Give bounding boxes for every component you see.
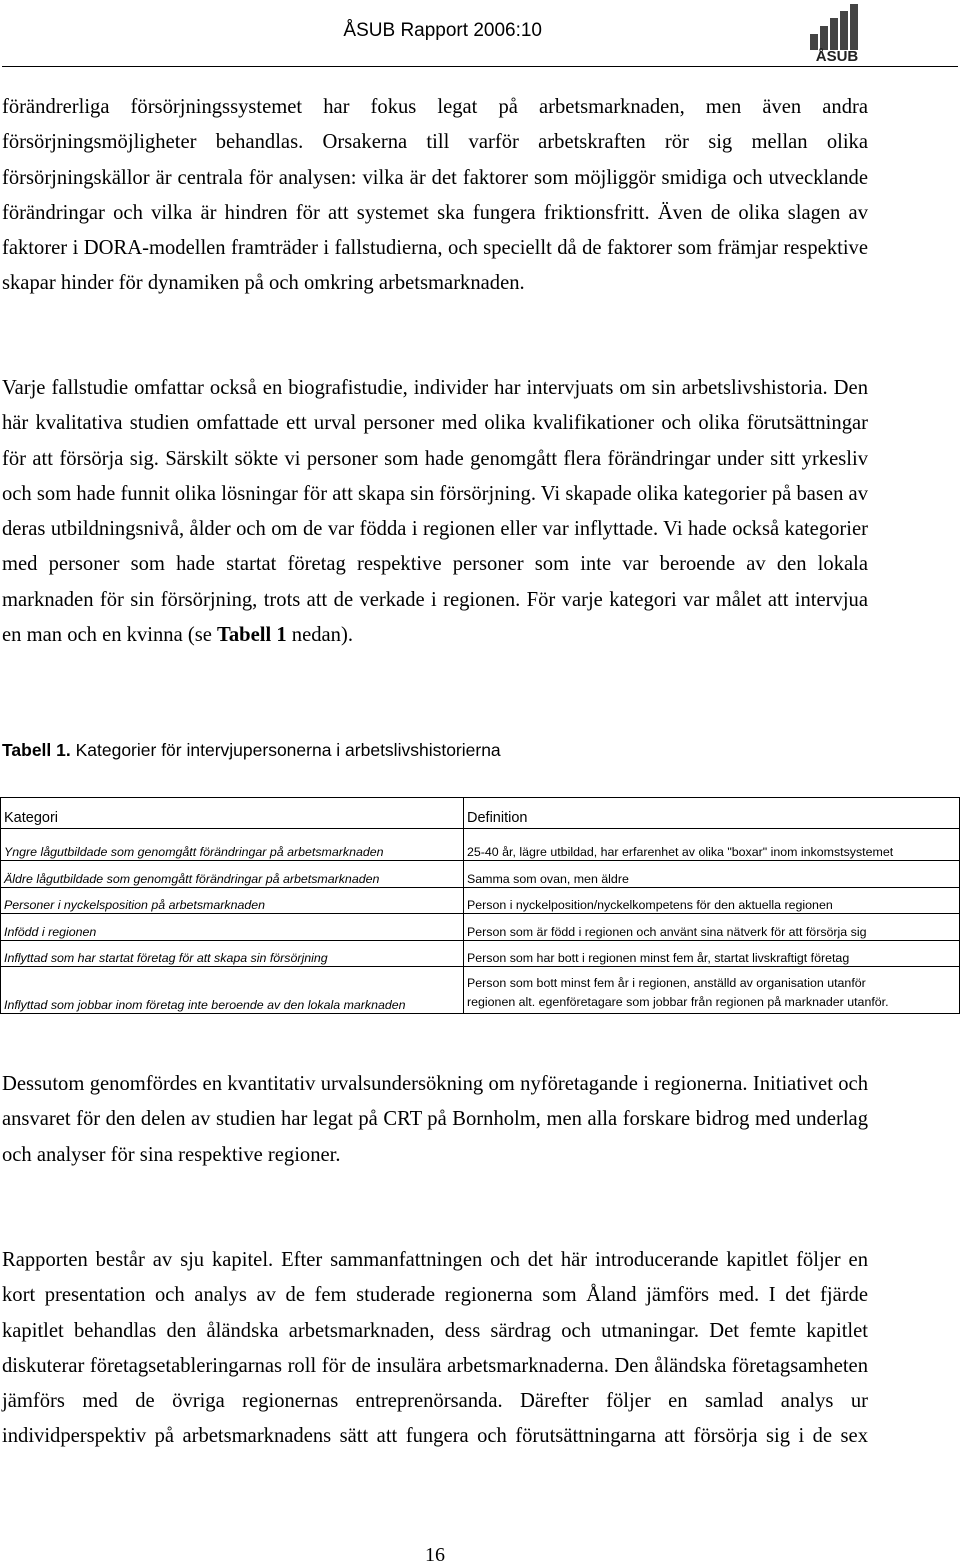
- category-cell: Personer i nyckelsposition på arbetsmarknaden: [1, 887, 464, 914]
- table-row: [1, 940, 960, 967]
- table-row: [1, 887, 960, 914]
- column-header-definition: Definition: [464, 798, 960, 829]
- definition-cell: Person i nyckelposition/nyckelkompetens för den aktuella regionen: [464, 887, 960, 914]
- definition-line-1: Person som bott minst fem år i regionen, anställd av organisation utanför: [467, 976, 866, 991]
- logo-text: ÅSUB: [815, 48, 859, 62]
- category-cell: Infödd i regionen: [1, 914, 464, 941]
- definition-cell: 25-40 år, lägre utbildad, har erfarenhet av olika "boxar" inom inkomstsystemet: [464, 829, 960, 861]
- paragraph-survey: Dessutom genomfördes en kvantitativ urvalsundersökning om nyföretagande i regionerna. Initiativet och ansvaret för den delen av studien har legat på CRT på Bornholm, men alla forskare bidrog med underlag och analyser för sina respektive regioner.: [2, 1073, 868, 1166]
- category-cell: Yngre lågutbildade som genomgått förändringar på arbetsmarknaden: [1, 829, 464, 861]
- table-header-row: [1, 798, 960, 829]
- table-row: [1, 829, 960, 861]
- table-reference: Tabell 1: [217, 624, 287, 647]
- paragraph-biography-end: nedan).: [286, 624, 353, 647]
- definition-cell: Samma som ovan, men äldre: [464, 861, 960, 888]
- asub-logo: [806, 2, 868, 62]
- table-row: [1, 861, 960, 888]
- paragraph-chapters: Rapporten består av sju kapitel. Efter sammanfattningen och det här introducerande kapitlet följer en kort presentation och analys av de fem studerade regionerna som Åland jämförs med. I det fjärde kapitlet behandlas den åländska arbetsmarknaden, dess särdrag och utmaningar. Det femte kapitlet diskuterar företagsetableringarnas roll för de insulära arbetsmarknaderna. Den åländska företagsamheten jämförs med de övriga regionernas entreprenörsanda. Därefter följer en samlad analys ur individperspektiv på arbetsmarknadens sätt att fungera och förutsättningarna att försörja sig i de sex: [2, 1249, 868, 1448]
- table-caption: [2, 740, 501, 761]
- category-cell: Äldre lågutbildade som genomgått förändringar på arbetsmarknaden: [1, 861, 464, 888]
- table-row: [1, 914, 960, 941]
- report-title: ÅSUB Rapport 2006:10: [343, 20, 542, 41]
- category-cell: Inflyttad som jobbar inom företag inte beroende av den lokala marknaden: [1, 967, 464, 1014]
- header-divider: [2, 66, 958, 67]
- page-header: [0, 0, 960, 68]
- definition-cell: [464, 967, 960, 1014]
- paragraph-dora: förändrerliga försörjningssystemet har fokus legat på arbetsmarknaden, men även andra försörjningsmöjligheter behandlas. Orsakerna till varför arbetskraften rör sig mellan olika försörjningskällor är centrala för analysen: vilka är det faktorer som möjliggör smidiga och utvecklande förändringar och vilka är hindren för att systemet ska fungera friktionsfritt. Även de olika slagen av faktorer i DORA-modellen framträder i fallstudierna, och speciellt då de faktorer som främjar respektive skapar hinder för dynamiken på och omkring arbetsmarknaden.: [2, 96, 868, 295]
- paragraph-biography-text: Varje fallstudie omfattar också en biografistudie, individer har intervjuats om sin arbetslivshistoria. Den här kvalitativa studien omfattade ett urval personer med olika kvalifikationer och olika förutsättningar för att försörja sig. Särskilt sökte vi personer som hade genomgått flera förändringar under sitt yrkesliv och som hade funnit olika lösningar för att skapa sin försörjning. Vi skapade olika kategorier på basen av deras utbildningsnivå, ålder och om de var födda i regionen eller var inflyttade. Vi hade också kategorier med personer som hade startat företag respektive personer som inte var beroende av den lokala marknaden för sin försörjning, trots att de verkade i regionen. För varje kategori var målet att intervjua en man och en kvinna (se: [2, 377, 868, 647]
- paragraph-biography: [2, 371, 868, 653]
- table-caption-label: Tabell 1.: [2, 740, 71, 760]
- column-header-category: Kategori: [1, 798, 464, 829]
- page-number: 16: [425, 1544, 445, 1566]
- categories-table: [0, 797, 960, 1014]
- definition-line-2: regionen alt. egenföretagare som jobbar från regionen på marknader utanför.: [467, 995, 889, 1010]
- table-row: [1, 967, 960, 1014]
- definition-cell: Person som är född i regionen och använt sina nätverk för att försörja sig: [464, 914, 960, 941]
- table-caption-text: Kategorier för intervjupersonerna i arbetslivshistorierna: [70, 740, 501, 760]
- definition-cell: Person som har bott i regionen minst fem år, startat livskraftigt företag: [464, 940, 960, 967]
- category-cell: Inflyttad som har startat företag för att skapa sin försörjning: [1, 940, 464, 967]
